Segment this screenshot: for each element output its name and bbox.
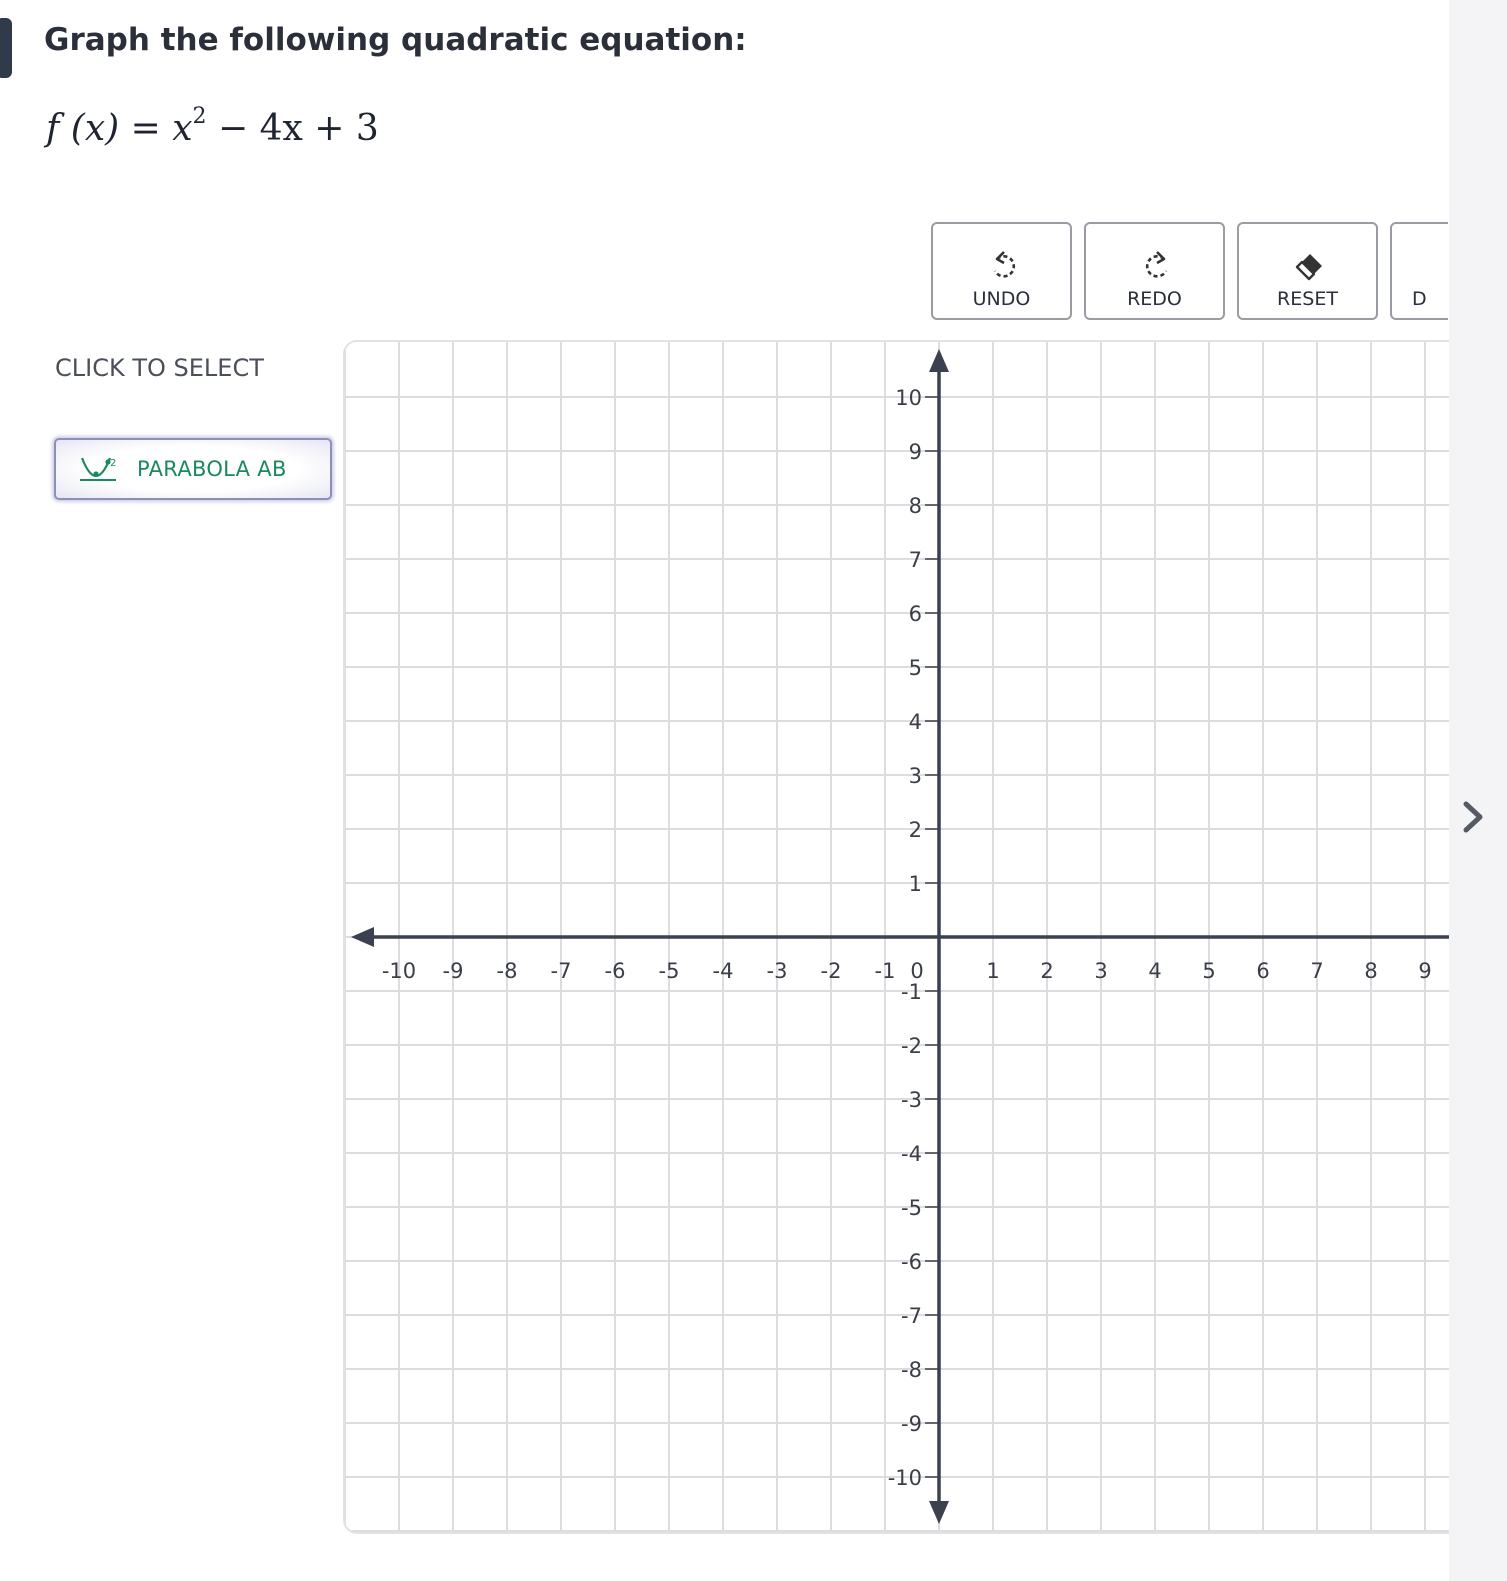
x-tick-label: -4: [712, 959, 734, 983]
x-tick-label: -9: [442, 959, 464, 983]
x-tick-label: -10: [381, 959, 417, 983]
right-rail: [1449, 0, 1507, 1581]
parabola-tool-button[interactable]: [54, 438, 332, 500]
x-tick-label: -6: [604, 959, 626, 983]
question-title: Graph the following quadratic equation:: [44, 22, 747, 58]
x-tick-label: -5: [658, 959, 680, 983]
x-tick-label: 6: [1256, 959, 1270, 983]
y-tick-label: 6: [908, 602, 922, 626]
undo-icon: [987, 250, 1021, 284]
y-tick-label: -1: [901, 980, 922, 1004]
y-tick-label: -3: [901, 1088, 922, 1112]
y-tick-label: -5: [901, 1196, 922, 1220]
redo-icon: [1140, 250, 1174, 284]
click-to-select-heading: CLICK TO SELECT: [55, 354, 264, 382]
y-tick-label: -2: [901, 1034, 922, 1058]
y-tick-label: 3: [908, 764, 922, 788]
y-tick-label: 8: [908, 494, 922, 518]
y-axis-arrow-up: [929, 349, 949, 372]
y-tick-label: -8: [901, 1358, 922, 1382]
y-tick-label: -9: [901, 1412, 922, 1436]
redo-button[interactable]: [1084, 222, 1225, 320]
x-tick-label: -1: [874, 959, 896, 983]
x-tick-label: 0: [910, 959, 924, 983]
y-tick-label: 4: [908, 710, 922, 734]
delete-label: D: [1412, 288, 1427, 310]
chevron-right-icon[interactable]: [1458, 800, 1492, 834]
toolbar-overflow: [1370, 210, 1448, 330]
y-tick-label: -7: [901, 1304, 922, 1328]
y-tick-label: -6: [901, 1250, 922, 1274]
x-tick-label: 1: [986, 959, 1000, 983]
undo-button[interactable]: [931, 222, 1072, 320]
graph-area[interactable]: [343, 340, 1451, 1534]
x-tick-label: 2: [1040, 959, 1054, 983]
x-tick-label: 4: [1148, 959, 1162, 983]
equation-exponent: 2: [192, 104, 207, 129]
y-tick-label: 10: [895, 386, 922, 410]
x-tick-label: -8: [496, 959, 518, 983]
x-tick-label: -3: [766, 959, 788, 983]
svg-text:2: 2: [110, 458, 117, 469]
x-tick-label: 8: [1364, 959, 1378, 983]
eraser-icon: [1293, 250, 1327, 284]
undo-label: UNDO: [972, 288, 1031, 310]
y-tick-label: 1: [908, 872, 922, 896]
y-tick-label: -10: [887, 1466, 922, 1490]
y-tick-label: 2: [908, 818, 922, 842]
x-tick-label: 7: [1310, 959, 1324, 983]
question-marker: [0, 18, 12, 78]
equation-x: x: [172, 108, 193, 149]
axes: [351, 349, 1451, 1524]
x-tick-label: -7: [550, 959, 572, 983]
y-tick-label: 7: [908, 548, 922, 572]
x-tick-label: -2: [820, 959, 842, 983]
y-tick-label: 5: [908, 656, 922, 680]
redo-label: REDO: [1127, 288, 1182, 310]
reset-button[interactable]: [1237, 222, 1378, 320]
coordinate-plane[interactable]: [343, 340, 1451, 1534]
reset-label: RESET: [1277, 288, 1338, 310]
y-axis-arrow-down: [929, 1501, 949, 1524]
y-tick-label: -4: [901, 1142, 922, 1166]
y-tick-label: 9: [908, 440, 922, 464]
x-tick-label: 5: [1202, 959, 1216, 983]
equation: [46, 104, 379, 149]
delete-button[interactable]: [1390, 222, 1448, 320]
x-tick-label: 9: [1418, 959, 1432, 983]
parabola-icon: [80, 454, 120, 484]
parabola-tool-label: PARABOLA AB: [137, 457, 287, 481]
equation-rest: − 4x + 3: [218, 108, 379, 149]
x-axis-arrow-left: [351, 927, 374, 947]
equation-lhs: f (x) =: [46, 108, 161, 149]
x-tick-label: 3: [1094, 959, 1108, 983]
